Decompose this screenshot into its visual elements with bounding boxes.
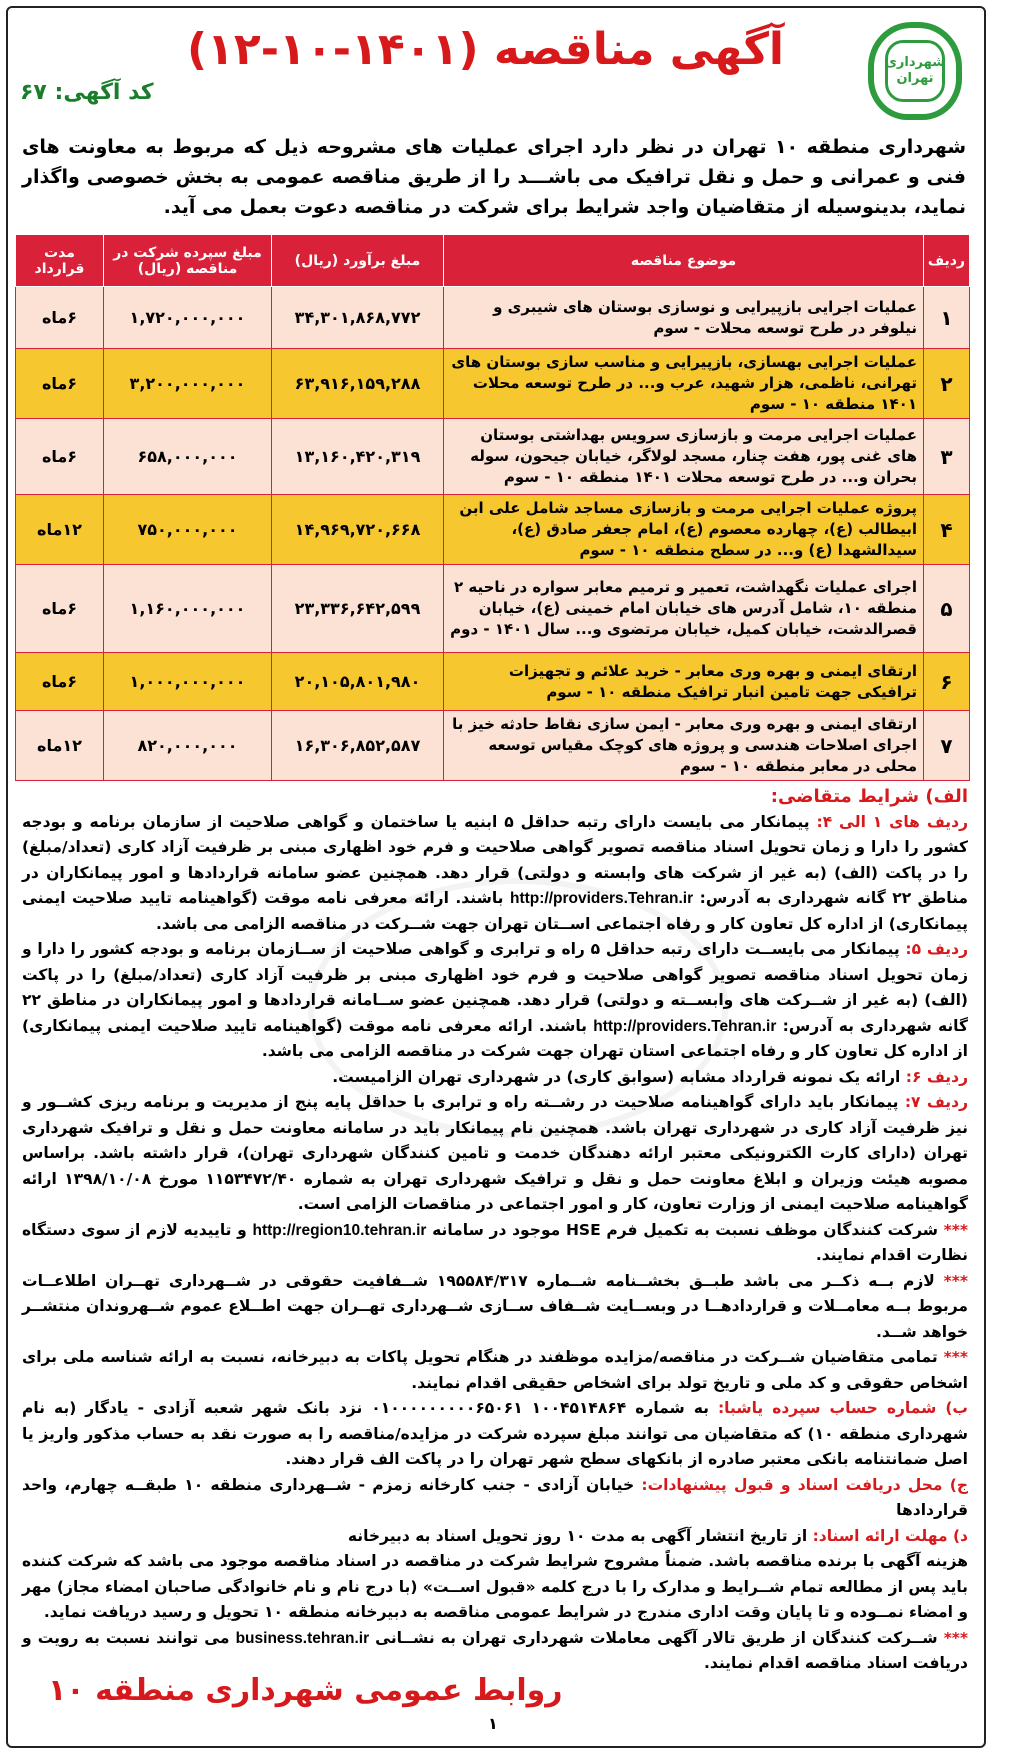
table-header-row bbox=[16, 235, 970, 287]
row-deposit: ۱,۰۰۰,۰۰۰,۰۰۰ bbox=[104, 653, 272, 711]
table-row bbox=[16, 711, 970, 781]
deposit-account bbox=[22, 1396, 968, 1473]
row-subject: ارتقای ایمنی و بهره وری معابر - خرید علائم و تجهیزات ترافیکی جهت تامین انبار ترافیک منطقه ۱۰ - سوم bbox=[444, 653, 924, 711]
note-text: می توانند نسبت به رویت و دریافت اسناد مناقصه اقدام نمایند. bbox=[22, 1628, 968, 1672]
row-estimate: ۶۳,۹۱۶,۱۵۹,۲۸۸ bbox=[272, 349, 444, 419]
col-header-duration: مدت قرارداد bbox=[16, 235, 104, 287]
final-note-business bbox=[22, 1626, 968, 1677]
condition-label: ردیف ۷: bbox=[904, 1093, 968, 1111]
providers-link[interactable]: http://providers.Tehran.ir bbox=[509, 890, 694, 907]
table-row bbox=[16, 349, 970, 419]
note-transparency bbox=[22, 1269, 968, 1346]
col-header-deposit: مبلغ سپرده شرکت در مناقصه (ریال) bbox=[104, 235, 272, 287]
business-link[interactable]: business.tehran.ir bbox=[235, 1629, 370, 1647]
row-duration: ۱۲ماه bbox=[16, 711, 104, 781]
row-duration: ۱۲ماه bbox=[16, 495, 104, 565]
section-label: ج) محل دریافت اسناد و قبول پیشنهادات: bbox=[641, 1475, 968, 1494]
deadline bbox=[22, 1524, 968, 1550]
note-hse bbox=[22, 1218, 968, 1269]
row-deposit: ۱,۷۲۰,۰۰۰,۰۰۰ bbox=[104, 287, 272, 349]
condition-label: ردیف ۶: bbox=[905, 1067, 968, 1086]
condition-rows-1-4 bbox=[22, 810, 968, 938]
stars-marker: *** bbox=[943, 1220, 968, 1239]
section-label: د) مهلت ارائه اسناد: bbox=[812, 1526, 968, 1545]
row-duration: ۶ماه bbox=[16, 287, 104, 349]
row-subject: عملیات اجرایی بهسازی، بازپیرایی و مناسب سازی بوستان های تهرانی، ناظمی، هزار شهید، عرب و... در طرح توسعه محلات ۱۴۰۱ منطقه ۱۰ - سوم bbox=[444, 349, 924, 419]
note-text: لازم بــه ذکــر می باشد طبــق بخشــنامه شــماره ۱۹۵۵۸۴/۳۱۷ شــفافیت حقوقی در شــهرداری تهــران اطلاعــات مربوط بــه معامــلات و قراردادهــا در وبســایت شــفاف ســازی شــهرداری تهــران جهت اطــلاع عموم شــهروندان منتشــر خواهد شــد. bbox=[22, 1271, 968, 1341]
row-number: ۵ bbox=[924, 565, 970, 653]
tehran-municipality-logo bbox=[868, 22, 962, 120]
row-number: ۶ bbox=[924, 653, 970, 711]
condition-label: ردیف ۵: bbox=[905, 940, 969, 958]
region10-link[interactable]: http://region10.tehran.ir bbox=[252, 1221, 427, 1239]
row-number: ۱ bbox=[924, 287, 970, 349]
notice-title: آگهی مناقصه (۱۴۰۱-۱۰-۱۲) bbox=[186, 24, 784, 75]
row-estimate: ۱۶,۳۰۶,۸۵۲,۵۸۷ bbox=[272, 711, 444, 781]
logo-emblem bbox=[885, 40, 945, 102]
condition-label: ردیف های ۱ الی ۴: bbox=[816, 812, 968, 831]
stars-marker: *** bbox=[943, 1271, 968, 1290]
condition-text: پیمانکار می بایســت دارای رتبه حداقل ۵ راه و ترابری و گواهی صلاحیت از ســازمان برنامه و بودجه کشور را دارا و زمان تحویل اسناد مناقصه تصویر گواهی صلاحیت و فرم خود اظهاری مبنی بر ظرفیت آزاد کاری (تعداد/مبلغ) را در پاکت (الف) (به غیر از شــرکت های وابســته و دولتی) قرار دهد. همچنین عضو ســامانه قراردادها و امور پیمانکاران در مناطق ۲۲ گانه شهرداری به آدرس: bbox=[22, 940, 969, 1035]
row-subject: عملیات اجرایی بازپیرایی و نوسازی بوستان های شیبری و نیلوفر در طرح توسعه محلات - سوم bbox=[444, 287, 924, 349]
table-row bbox=[16, 653, 970, 711]
tender-table bbox=[15, 234, 970, 781]
row-number: ۷ bbox=[924, 711, 970, 781]
row-deposit: ۷۵۰,۰۰۰,۰۰۰ bbox=[104, 495, 272, 565]
condition-text: پیمانکار می بایست دارای رتبه حداقل ۵ ابنیه یا ساختمان و گواهی صلاحیت از سازمان برنامه و بودجه کشور را دارا و زمان تحویل اسناد مناقصه تصویر گواهی صلاحیت و فرم خود اظهاری مبنی بر ظرفیت آزاد کاری (تعداد/مبلغ) را در پاکت (الف) (به غیر از شرکت های وابسته و دولتی) قرار دهد. همچنین عضو سامانه قراردادها و امور پیمانکاران در مناطق ۲۲ گانه شهرداری به آدرس: bbox=[22, 812, 968, 907]
table-row bbox=[16, 565, 970, 653]
page-number: ۱ bbox=[488, 1714, 498, 1733]
conditions-heading: الف) شرایط متقاضی: bbox=[770, 786, 968, 807]
row-estimate: ۱۳,۱۶۰,۴۲۰,۳۱۹ bbox=[272, 419, 444, 495]
row-duration: ۶ماه bbox=[16, 419, 104, 495]
col-header-estimate: مبلغ برآورد (ریال) bbox=[272, 235, 444, 287]
section-text: خیابان آزادی - جنب کارخانه زمزم - شــهرداری منطقه ۱۰ طبقــه چهارم، واحد قراردادها bbox=[22, 1475, 968, 1519]
row-estimate: ۱۴,۹۶۹,۷۲۰,۶۶۸ bbox=[272, 495, 444, 565]
note-national-id bbox=[22, 1345, 968, 1396]
public-relations-signature: روابط عمومی شهرداری منطقه ۱۰ bbox=[48, 1673, 563, 1708]
row-number: ۴ bbox=[924, 495, 970, 565]
row-deposit: ۸۲۰,۰۰۰,۰۰۰ bbox=[104, 711, 272, 781]
note-text: شــرکت کنندگان از طریق تالار آگهی معاملات شهرداری تهران به نشــانی bbox=[369, 1628, 944, 1647]
row-number: ۲ bbox=[924, 349, 970, 419]
note-text: تمامی متقاضیان شــرکت در مناقصه/مزایده موظفند در هنگام تحویل پاکات به دبیرخانه، نسبت به ارائه شناسه ملی برای اشخاص حقوقی و کد ملی و تاریخ تولد برای اشخاص حقیقی اقدام نمایند. bbox=[22, 1348, 968, 1392]
notice-header bbox=[8, 8, 984, 128]
section-text: از تاریخ انتشار آگهی به مدت ۱۰ روز تحویل اسناد به دبیرخانه bbox=[347, 1526, 813, 1545]
condition-row-7 bbox=[22, 1090, 968, 1218]
tender-notice bbox=[6, 6, 986, 1748]
section-text: به شماره ۱۰۰۴۵۱۴۸۶۴ ۰۱۰۰۰۰۰۰۰۰۰۶۵۰۶۱ نزد بانک شهر شعبه آزادی - یادگار (به نام شهرداری منطقه ۱۰) که متقاضیان می توانند مبلغ سپرده شرکت در مزایده/مناقصه را به صورت نقد به حساب مذکور واریز یا اصل ضمانتنامه بانکی معتبر صادره از بانکهای سطح شهر تهران را در پاکت الف قرار دهند. bbox=[22, 1399, 968, 1468]
notice-code: کد آگهی: ۶۷ bbox=[20, 80, 154, 105]
stars-marker: *** bbox=[943, 1348, 968, 1366]
table-row bbox=[16, 287, 970, 349]
note-text: شرکت کنندگان موظف نسبت به تکمیل فرم HSE موجود در سامانه bbox=[426, 1220, 944, 1239]
row-number: ۳ bbox=[924, 419, 970, 495]
receipt-place bbox=[22, 1473, 968, 1524]
section-label: ب) شماره حساب سپرده یاشبا: bbox=[717, 1399, 969, 1417]
notice-body bbox=[22, 784, 968, 1677]
row-deposit: ۱,۱۶۰,۰۰۰,۰۰۰ bbox=[104, 565, 272, 653]
col-header-subject: موضوع مناقصه bbox=[444, 235, 924, 287]
row-deposit: ۶۵۸,۰۰۰,۰۰۰ bbox=[104, 419, 272, 495]
condition-row-6 bbox=[22, 1065, 968, 1091]
condition-text: باشند. ارائه معرفی نامه موقت (گواهینامه تایید صلاحیت ایمنی پیمانکاری) از اداره کل تعاون کار و رفاه اجتماعی استان تهران جهت شرکت در مناقصه الزامی می باشد. bbox=[22, 1016, 968, 1060]
condition-row-5 bbox=[22, 937, 968, 1065]
row-deposit: ۳,۲۰۰,۰۰۰,۰۰۰ bbox=[104, 349, 272, 419]
col-header-row: ردیف bbox=[924, 235, 970, 287]
note-text: و تاییدیه لازم از سوی دستگاه نظارت اقدام نمایند. bbox=[22, 1220, 968, 1264]
logo-text: شهرداری تهران bbox=[885, 55, 945, 86]
table-row bbox=[16, 419, 970, 495]
row-duration: ۶ماه bbox=[16, 349, 104, 419]
condition-text: باشند. ارائه معرفی نامه موقت (گواهینامه تایید صلاحیت ایمنی پیمانکاری) از اداره کل تعاون کار و رفاه اجتماعی اســتان تهران جهت شــرکت در مناقصه الزامی می باشد. bbox=[22, 889, 968, 933]
row-subject: عملیات اجرایی مرمت و بازسازی سرویس بهداشتی بوستان های غنی پور، هفت چنار، مسجد لولاگر، خیابان جیحون، سوله بحران و... در طرح توسعه محلات ۱۴۰۱ منطقه ۱۰ - سوم bbox=[444, 419, 924, 495]
table-row bbox=[16, 495, 970, 565]
row-duration: ۶ماه bbox=[16, 565, 104, 653]
row-estimate: ۳۴,۳۰۱,۸۶۸,۷۷۲ bbox=[272, 287, 444, 349]
row-duration: ۶ماه bbox=[16, 653, 104, 711]
final-note-cost: هزینه آگهی با برنده مناقصه باشد. ضمناً مشروح شرایط شرکت در مناقصه در اسناد مناقصه موجود می باشد که شرکت کننده باید پس از مطالعه تمام شــرایط و مدارک را با درج کلمه «قبول اســت» (با درج نام و نام خانوادگی صاحبان امضاء مجاز) مهر و امضاء نمــوده و تا پایان وقت اداری مندرج در شرایط عمومی مناقصه به دبیرخانه منطقه ۱۰ تحویل و رسید دریافت نماید. bbox=[22, 1552, 968, 1621]
condition-text: پیمانکار باید دارای گواهینامه صلاحیت در رشــته راه و ترابری با حداقل پایه پنج از مدیریت و برنامه ریزی کشــور و نیز ظرفیت آزاد کاری در شهرداری تهران باشد. همچنین نام پیمانکار باید در سامانه معاونت حمل و نقل و ترافیک شهرداری تهران (دارای کارت الکترونیکی معتبر ارائه دهندگان خدمت و تامین کنندگان شهرداری تهران)، قرار داشته باشد. براساس مصوبه هیئت وزیران و ابلاغ معاونت حمل و نقل و ترافیک شهرداری تهران به شماره ۱۱۵۳۴۷۲/۴۰ مورخ ۱۳۹۸/۱۰/۰۸ ارائه گواهینامه صلاحیت ایمنی از وزارت تعاون، کار و امور اجتماعی در مناقصات الزامی است. bbox=[22, 1093, 969, 1213]
row-estimate: ۲۳,۳۳۶,۶۴۲,۵۹۹ bbox=[272, 565, 444, 653]
condition-text: ارائه یک نمونه قرارداد مشابه (سوابق کاری) در شهرداری تهران الزامیست. bbox=[332, 1067, 906, 1086]
intro-paragraph: شهرداری منطقه ۱۰ تهران در نظر دارد اجرای عملیات های مشروحه ذیل که مربوط به معاونت های فنی و عمرانی و حمل و نقل ترافیک می باشـــد را از طریق مناقصه عمومی به بخش خصوصی واگذار نماید، بدینوسیله از متقاضیان واجد شرایط برای شرکت در مناقصه دعوت بعمل می آید. bbox=[22, 136, 967, 218]
providers-link[interactable]: http://providers.Tehran.ir bbox=[593, 1017, 777, 1035]
row-subject: پروژه عملیات اجرایی مرمت و بازسازی مساجد شامل علی ابن ابیطالب (ع)، چهارده معصوم (ع)، امام جعفر صادق (ع)، سیدالشهدا (ع) و... در سطح منطقه ۱۰ - سوم bbox=[444, 495, 924, 565]
row-subject: ارتقای ایمنی و بهره وری معابر - ایمن سازی نقاط حادثه خیز با اجرای اصلاحات هندسی و پروژه های کوچک مقیاس توسعه محلی در معابر منطقه ۱۰ - سوم bbox=[444, 711, 924, 781]
stars-marker: *** bbox=[943, 1628, 969, 1647]
row-estimate: ۲۰,۱۰۵,۸۰۱,۹۸۰ bbox=[272, 653, 444, 711]
row-subject: اجرای عملیات نگهداشت، تعمیر و ترمیم معابر سواره در ناحیه ۲ منطقه ۱۰، شامل آدرس های خیابان امام خمینی (ع)، خیابان قصرالدشت، خیابان کمیل، خیابان مرتضوی و... سال ۱۴۰۱ - دوم bbox=[444, 565, 924, 653]
